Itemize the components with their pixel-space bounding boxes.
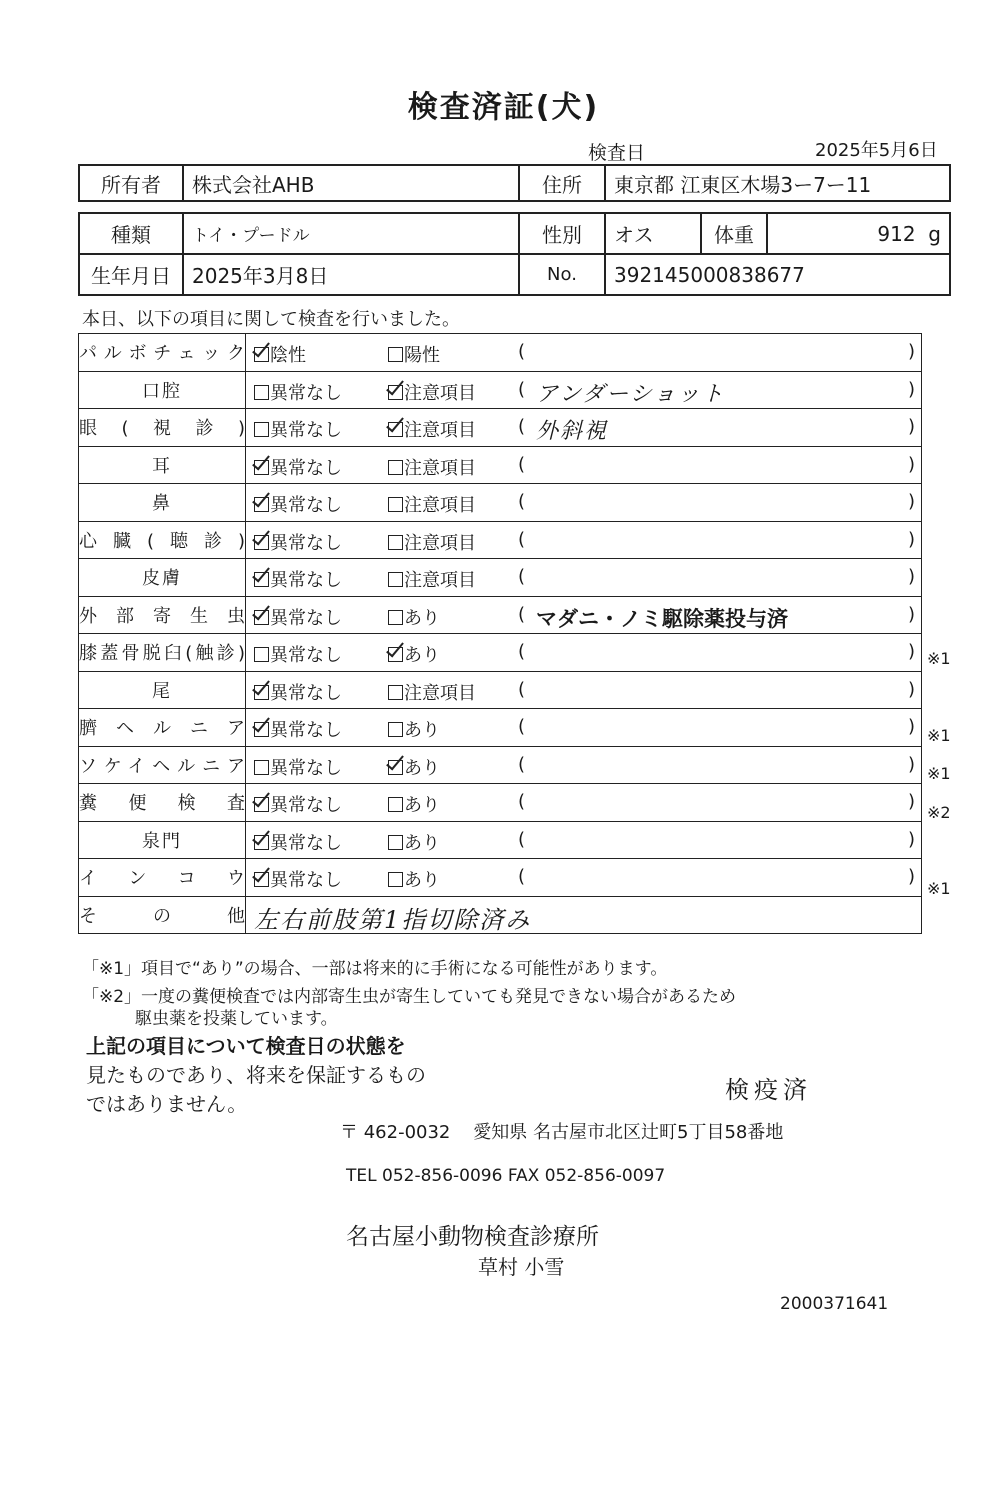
paren-open: ( (518, 603, 526, 625)
footnote-mark: ※1 (927, 649, 951, 669)
footnote-2-line2: 駆虫薬を投薬しています。 (135, 1009, 338, 1029)
exam-item-content (246, 371, 922, 409)
checkbox-icon[interactable] (254, 685, 269, 700)
exam-item-name-cell (79, 559, 246, 597)
paren-close: ) (907, 453, 915, 475)
id-label: No. (519, 254, 605, 295)
option-2-label: あり (404, 795, 440, 816)
breed-label: 種類 (79, 213, 183, 254)
exam-row (79, 446, 922, 484)
exam-item-name: 鼻 (152, 493, 172, 515)
option-2-label: 注意項目 (404, 457, 476, 479)
option-1[interactable] (254, 566, 342, 592)
clinic-name: 名古屋小動物検査診療所 (346, 1224, 599, 1250)
option-2[interactable] (388, 454, 476, 480)
option-2-label: 注意項目 (404, 532, 476, 554)
option-2-label: あり (404, 832, 440, 854)
option-2[interactable] (388, 566, 476, 592)
option-2[interactable] (388, 829, 440, 855)
birth-label: 生年月日 (79, 254, 183, 295)
option-2[interactable] (388, 529, 476, 555)
birth-value: 2025年3月8日 (183, 254, 519, 295)
weight-label: 体重 (701, 213, 767, 254)
option-1[interactable] (254, 754, 342, 780)
disclaimer-line3: ではありません。 (86, 1092, 248, 1116)
checkbox-icon[interactable] (254, 422, 269, 437)
option-1[interactable] (254, 641, 342, 667)
option-2-label: 注意項目 (404, 495, 476, 516)
option-1-label: 異常なし (270, 832, 342, 854)
paren-open: ( (518, 753, 526, 775)
option-2[interactable] (388, 341, 440, 367)
checkbox-icon[interactable] (388, 347, 403, 362)
quarantine-stamp: 検疫済 (725, 1076, 812, 1104)
option-1-label: 異常なし (270, 645, 342, 666)
option-2-label: 注意項目 (404, 382, 476, 404)
option-1[interactable] (254, 679, 342, 705)
option-2[interactable] (388, 641, 440, 667)
checkbox-icon[interactable] (388, 422, 403, 437)
checkbox-icon[interactable] (254, 835, 269, 850)
exam-item-content (246, 334, 922, 372)
option-1-label: 異常なし (270, 870, 342, 891)
checkbox-icon[interactable] (388, 572, 403, 587)
exam-item-content (246, 521, 922, 559)
option-2[interactable] (388, 679, 476, 705)
exam-item-name: インコウ (79, 868, 245, 890)
option-1-label: 異常なし (270, 757, 342, 779)
sex-value: オス (605, 213, 701, 254)
exam-item-name: 眼(視診) (79, 418, 245, 440)
paren-close: ) (907, 341, 915, 362)
option-2[interactable] (388, 754, 440, 780)
exam-item-content (246, 671, 922, 709)
clinic-address-line (340, 1118, 783, 1144)
option-1-label: 異常なし (270, 382, 342, 404)
checkbox-icon[interactable] (388, 722, 403, 737)
option-1[interactable] (254, 379, 342, 405)
weight-cell (767, 213, 950, 254)
checkbox-icon[interactable] (388, 535, 403, 550)
owner-table (78, 164, 951, 202)
paren-open: ( (518, 341, 526, 362)
disclaimer-line1: 上記の項目について検査日の状態を (86, 1034, 406, 1058)
option-1-label: 異常なし (270, 495, 342, 516)
checkbox-icon[interactable] (254, 610, 269, 625)
checkbox-icon[interactable] (388, 872, 403, 887)
address-value: 東京都 江東区木場3ー7ー11 (605, 165, 950, 201)
option-1-label: 異常なし (270, 457, 342, 479)
other-name: その他 (79, 905, 245, 927)
footnote-2-line1: 「※2」一度の糞便検査では内部寄生虫が寄生していても発見できない場合があるため (82, 987, 737, 1007)
exam-item-content (246, 409, 922, 447)
option-1[interactable] (254, 716, 342, 742)
paren-open: ( (518, 641, 526, 662)
paren-close: ) (907, 753, 915, 775)
footnote-mark: ※1 (927, 764, 951, 784)
exam-item-content (246, 784, 922, 822)
exam-row (79, 746, 922, 784)
option-1-label: 異常なし (270, 570, 342, 591)
checkbox-icon[interactable] (254, 722, 269, 737)
clinic-phone: TEL 052-856-0096 FAX 052-856-0097 (346, 1166, 666, 1186)
owner-label: 所有者 (79, 165, 183, 201)
exam-item-name-cell (79, 334, 246, 372)
option-1[interactable] (254, 416, 342, 442)
owner-value: 株式会社AHB (183, 165, 519, 201)
exam-row (79, 484, 922, 522)
exam-row (79, 409, 922, 447)
other-note: 左右前肢第1指切除済み (254, 905, 532, 934)
paren-close: ) (907, 716, 915, 737)
checkbox-icon[interactable] (388, 460, 403, 475)
exam-item-name-cell (79, 521, 246, 559)
checkbox-icon[interactable] (254, 497, 269, 512)
checkbox-icon[interactable] (254, 572, 269, 587)
clinic-address: 愛知県 名古屋市北区辻町5丁目58番地 (473, 1122, 784, 1143)
option-1[interactable] (254, 454, 342, 480)
option-1-label: 異常なし (270, 682, 342, 704)
exam-item-name-cell (79, 784, 246, 822)
paren-close: ) (907, 866, 915, 887)
footnote-mark: ※1 (927, 726, 951, 745)
serial-number: 2000371641 (780, 1294, 889, 1314)
paren-open: ( (518, 528, 526, 550)
exam-item-name: パルボチェック (79, 343, 245, 365)
checkbox-icon[interactable] (254, 760, 269, 775)
exam-item-content (246, 446, 922, 484)
exam-item-name: 心臓(聴診) (79, 530, 245, 552)
checkbox-icon[interactable] (254, 385, 269, 400)
footnote-mark: ※1 (927, 879, 951, 899)
exam-row (79, 559, 922, 597)
exam-row (79, 634, 922, 672)
option-1-label: 異常なし (270, 795, 342, 816)
exam-item-name-cell (79, 859, 246, 897)
exam-item-name-cell (79, 446, 246, 484)
exam-item-note: マダニ・ノミ駆除薬投与済 (536, 606, 788, 631)
exam-item-name-cell (79, 484, 246, 522)
option-2-label: 注意項目 (404, 570, 476, 591)
exam-date-label: 検査日 (588, 142, 646, 164)
exam-date-value: 2025年5月6日 (815, 140, 938, 161)
option-2-label: あり (404, 645, 440, 666)
exam-item-name-cell (79, 634, 246, 672)
disclaimer (86, 1032, 426, 1119)
paren-open: ( (518, 866, 526, 887)
breed-value: トイ・プードル (183, 213, 519, 254)
paren-close: ) (907, 791, 915, 812)
paren-open: ( (518, 453, 526, 475)
checkbox-icon[interactable] (254, 872, 269, 887)
checkbox-icon[interactable] (254, 460, 269, 475)
document-title: 検査済証(犬) (407, 90, 600, 125)
option-2[interactable] (388, 491, 476, 517)
other-name-cell (79, 896, 246, 934)
option-2-label: 陽性 (404, 345, 440, 366)
exam-item-name-cell (79, 821, 246, 859)
checkbox-icon[interactable] (388, 647, 403, 662)
exam-item-note: 外斜視 (536, 419, 609, 444)
exam-row (79, 521, 922, 559)
option-1-label: 異常なし (270, 607, 342, 629)
option-2-label: あり (404, 757, 440, 779)
exam-item-note: アンダーショット (536, 381, 726, 407)
checkbox-icon[interactable] (254, 647, 269, 662)
exam-item-content (246, 634, 922, 672)
option-1[interactable] (254, 491, 342, 517)
intro-text: 本日、以下の項目に関して検査を行いました。 (82, 309, 460, 330)
exam-table (78, 333, 922, 934)
checkbox-icon[interactable] (388, 797, 403, 812)
paren-open: ( (518, 378, 526, 400)
paren-open: ( (518, 566, 526, 587)
checkbox-icon[interactable] (388, 610, 403, 625)
paren-open: ( (518, 491, 526, 512)
paren-close: ) (907, 528, 915, 550)
option-1[interactable] (254, 529, 342, 555)
option-2[interactable] (388, 791, 440, 817)
exam-item-name: 糞便検査 (79, 793, 245, 815)
option-1[interactable] (254, 829, 342, 855)
sex-label: 性別 (519, 213, 605, 254)
option-2-label: 注意項目 (404, 420, 476, 441)
exam-row (79, 859, 922, 897)
footnote-mark: ※2 (927, 802, 951, 822)
option-2[interactable] (388, 866, 440, 892)
other-row (79, 896, 922, 934)
exam-item-name-cell (79, 409, 246, 447)
exam-item-name: 臍ヘルニア (79, 718, 245, 740)
option-1-label: 異常なし (270, 532, 342, 554)
exam-item-name-cell (79, 709, 246, 747)
checkbox-icon[interactable] (388, 760, 403, 775)
paren-close: ) (907, 603, 915, 625)
exam-item-content (246, 859, 922, 897)
option-1[interactable] (254, 866, 342, 892)
exam-item-name: 尾 (152, 680, 172, 702)
exam-row (79, 709, 922, 747)
address-label: 住所 (519, 165, 605, 201)
option-1-label: 異常なし (270, 420, 342, 441)
exam-item-name: 皮膚 (142, 568, 182, 590)
option-2-label: あり (404, 720, 440, 741)
other-content (246, 896, 922, 934)
weight-value: 912 (877, 221, 916, 246)
checkbox-icon[interactable] (388, 685, 403, 700)
exam-item-content (246, 596, 922, 634)
exam-row (79, 334, 922, 372)
option-1-label: 異常なし (270, 720, 342, 741)
footnote-1: 「※1」項目で“あり”の場合、一部は将来的に手術になる可能性があります。 (82, 959, 668, 979)
checkbox-icon[interactable] (388, 835, 403, 850)
weight-unit: g (928, 221, 941, 246)
option-2-label: 注意項目 (404, 682, 476, 704)
exam-row (79, 671, 922, 709)
paren-close: ) (907, 678, 915, 700)
paren-close: ) (907, 566, 915, 587)
exam-item-content (246, 821, 922, 859)
paren-close: ) (907, 828, 915, 850)
option-1[interactable] (254, 341, 306, 367)
paren-open: ( (518, 416, 526, 437)
paren-open: ( (518, 791, 526, 812)
exam-row (79, 784, 922, 822)
option-2-label: あり (404, 870, 440, 891)
checkbox-icon[interactable] (388, 385, 403, 400)
exam-item-name-cell (79, 596, 246, 634)
exam-row (79, 821, 922, 859)
exam-item-content (246, 559, 922, 597)
exam-item-name: 外部寄生虫 (79, 605, 245, 627)
option-2[interactable] (388, 416, 476, 442)
exam-item-name-cell (79, 671, 246, 709)
paren-open: ( (518, 828, 526, 850)
exam-item-content (246, 709, 922, 747)
exam-item-name-cell (79, 746, 246, 784)
paren-close: ) (907, 491, 915, 512)
id-value: 392145000838677 (605, 254, 950, 295)
paren-close: ) (907, 378, 915, 400)
option-1[interactable] (254, 791, 342, 817)
clinic-postal: 〒 462-0032 (340, 1122, 451, 1143)
checkbox-icon[interactable] (254, 347, 269, 362)
exam-item-content (246, 484, 922, 522)
paren-close: ) (907, 416, 915, 437)
exam-item-name: 膝蓋骨脱臼(触診) (79, 643, 245, 665)
exam-item-name-cell (79, 371, 246, 409)
paren-open: ( (518, 716, 526, 737)
option-2[interactable] (388, 604, 440, 630)
pet-table (78, 212, 951, 296)
option-2-label: あり (404, 607, 440, 629)
checkbox-icon[interactable] (388, 497, 403, 512)
paren-open: ( (518, 678, 526, 700)
exam-row (79, 371, 922, 409)
exam-item-name: 口腔 (142, 380, 182, 402)
option-2[interactable] (388, 379, 476, 405)
exam-item-name: 耳 (152, 455, 172, 477)
vet-name: 草村 小雪 (478, 1255, 565, 1279)
checkbox-icon[interactable] (254, 797, 269, 812)
option-1-label: 陰性 (270, 345, 306, 366)
option-2[interactable] (388, 716, 440, 742)
exam-item-name: 泉門 (142, 830, 182, 852)
paren-close: ) (907, 641, 915, 662)
exam-item-content (246, 746, 922, 784)
option-1[interactable] (254, 604, 342, 630)
exam-item-name: ソケイヘルニア (79, 755, 245, 777)
checkbox-icon[interactable] (254, 535, 269, 550)
disclaimer-line2: 見たものであり、将来を保証するもの (86, 1063, 426, 1087)
exam-row (79, 596, 922, 634)
